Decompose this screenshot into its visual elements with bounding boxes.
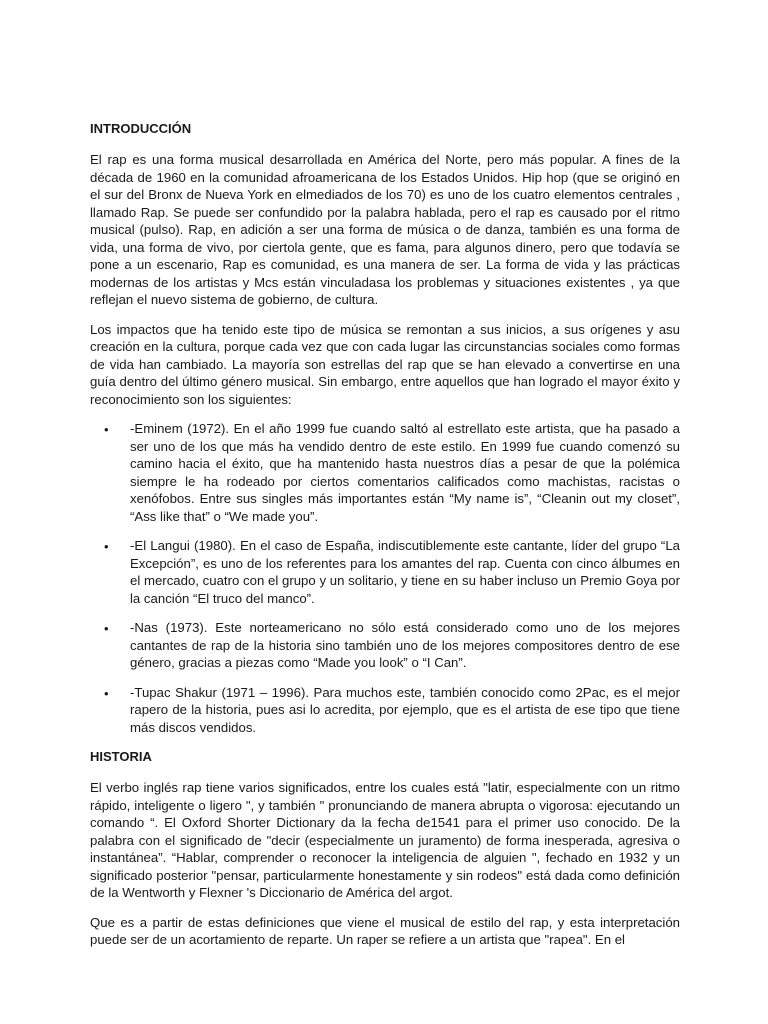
- list-item-text: -El Langui (1980). En el caso de España, indiscutiblemente este cantante, líder del grupo “La Excepción”, es uno de los referentes para los amantes del rap. Cuenta con cinco álbumes en el mercado, cuatro con el grupo y un solitario, y tiene en su haber incluso un Premio Goya por la canción “El truco del manco”.: [130, 538, 680, 606]
- intro-paragraph: El rap es una forma musical desarrollada en América del Norte, pero más popular. A fines de la década de 1960 en la comunidad afroamericana de los Estados Unidos. Hip hop (que se originó en el sur del Bronx de Nueva York en elmediados de los 70) es uno de los cuatro elementos centrales , llamado Rap. Se puede ser confundido por la palabra hablada, pero el rap es causado por el ritmo musical (pulso). Rap, en adición a ser una forma de música o de danza, también es una forma de vida, una forma de vivo, por ciertola gente, que es fama, para algunos dinero, pero que todavía se pone a un escenario, Rap es comunidad, es una manera de ser. La forma de vida y las prácticas modernas de los artistas y Mcs están vinculadasa los problemas y situaciones existentes , ya que reflejan el nuevo sistema de gobierno, de cultura.: [90, 152, 680, 307]
- section-heading-historia: HISTORIA: [90, 749, 152, 764]
- history-paragraph: Que es a partir de estas definiciones que viene el musical de estilo del rap, y esta interpretación puede ser de un acortamiento de reparte. Un raper se refiere a un artista que "rapea". En el: [90, 914, 680, 947]
- bullet-icon: •: [104, 685, 109, 701]
- bullet-icon: •: [104, 539, 109, 554]
- list-item-text: -Nas (1973). Este norteamericano no sólo está considerado como uno de los mejores cantantes de rap de la historia sino también uno de los mejores compositores dentro de ese género, gracias a piezas como “Made you look” o “I Can”.: [130, 620, 680, 670]
- intro-paragraph: Los impactos que ha tenido este tipo de música se remontan a sus inicios, a sus orígenes y asu creación en la cultura, porque cada vez que con cada lugar las circunstancias sociales como formas de vida han cambiado. La mayoría son estrellas del rap que se han elevado a convertirse en una guía dentro del último género musical. Sin embargo, entre aquellos que han logrado el mayor éxito y reconocimiento son los siguientes:: [90, 321, 680, 407]
- history-paragraph: El verbo inglés rap tiene varios significados, entre los cuales está "latir, especialmente con un ritmo rápido, inteligente o ligero ", y también " pronunciando de manera abrupta o vigorosa: ejecutando un comando “. El Oxford Shorter Dictionary da la fecha de1541 para el primer uso conocido. De la palabra con el significado de "decir (especialmente un juramento) de forma inesperada, agresiva o instantánea”. “Hablar, comprender o reconocer la inteligencia de alguien ", fechado en 1932 y un significado posterior "pensar, particularmente honestamente y sin rodeos" está dada como definición de la Wentworth y Flexner 's Diccionario de América del argot.: [90, 780, 680, 900]
- list-item-text: -Eminem (1972). En el año 1999 fue cuando saltó al estrellato este artista, que ha pasado a ser uno de los que más ha vendido dentro de este estilo. En 1999 fue cuando comenzó su camino hacia el éxito, que ha mantenido hasta nuestros días a pesar de que la polémica siempre le ha rodeado por ciertos comentarios calificados como machistas, racistas o xenófobos. Entre sus singles más importantes están “My name is”, “Cleanin out my closet”, “Ass like that” o “We made you”.: [130, 421, 680, 524]
- bullet-icon: •: [104, 422, 109, 437]
- list-item-text: -Tupac Shakur (1971 – 1996). Para muchos este, también conocido como 2Pac, es el mejor rapero de la historia, pues asi lo acredita, por ejemplo, que es el artista de ese tipo que tiene más discos vendidos.: [130, 684, 680, 735]
- section-heading-introduccion: INTRODUCCIÓN: [90, 121, 192, 136]
- artist-list: [90, 420, 680, 736]
- list-item: [90, 537, 680, 607]
- list-item: [90, 684, 680, 737]
- bullet-icon: •: [104, 621, 109, 636]
- list-item: [90, 420, 680, 525]
- list-item: [90, 619, 680, 672]
